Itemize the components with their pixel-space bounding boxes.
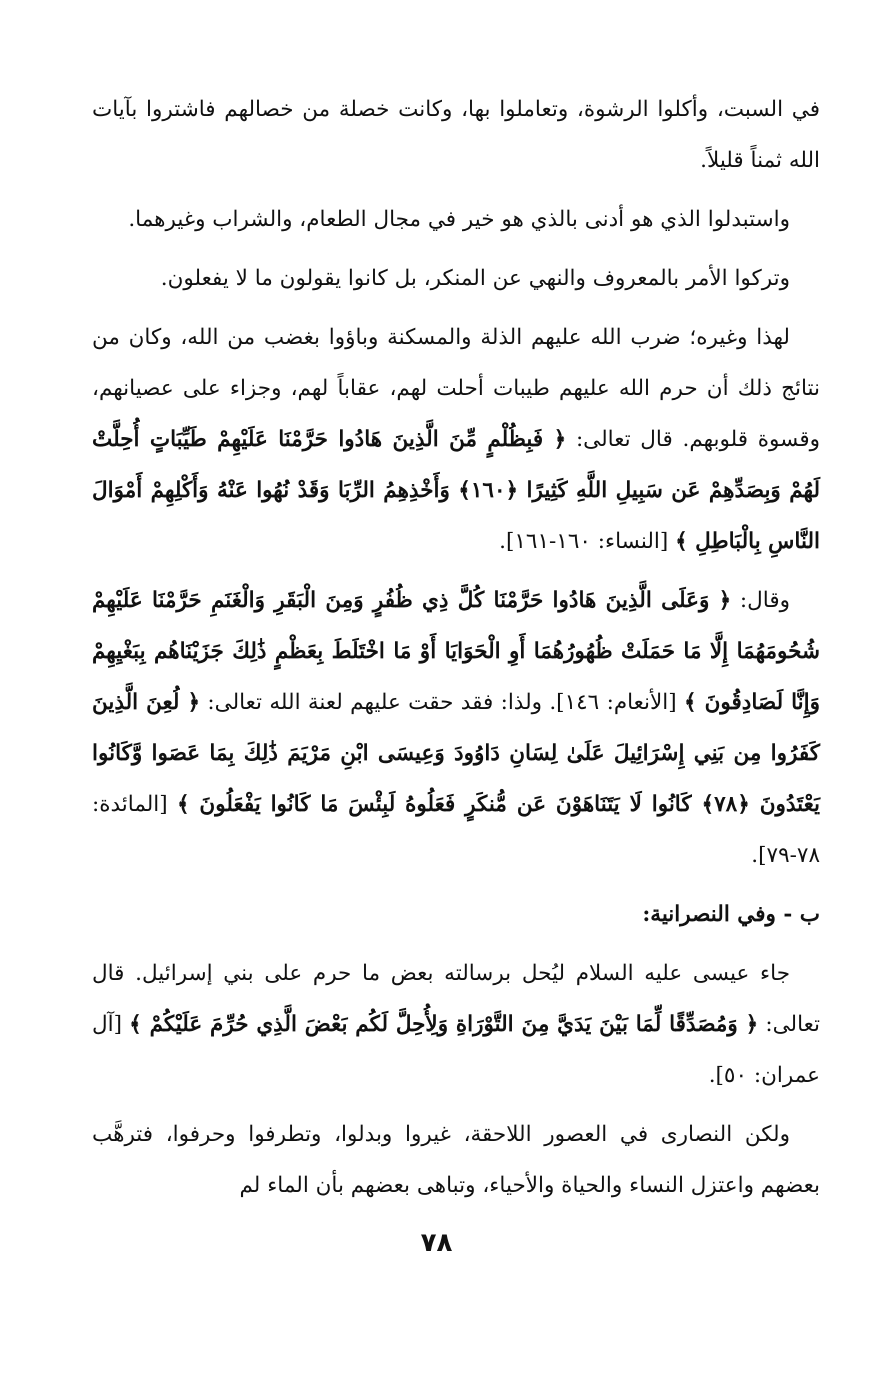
page-number: ٧٨ xyxy=(420,1228,453,1258)
citation-anam: [الأنعام: ١٤٦]. ولذا: فقد حقت عليهم لعنة الله تعالى: xyxy=(207,690,677,715)
paragraph-3: وتركوا الأمر بالمعروف والنهي عن المنكر، بل كانوا يقولون ما لا يفعلون. xyxy=(160,266,790,291)
quran-verse-nisa: ﴿ فَبِظُلْمٍ مِّنَ الَّذِينَ هَادُوا حَرَّمْنَا عَلَيْهِمْ طَيِّبَاتٍ أُحِلَّتْ لَهُمْ وَبِصَدِّهِمْ عَن سَبِيلِ اللَّهِ كَثِيرًا ﴿١٦٠﴾ وَأَخْذِهِمُ الرِّبَا وَقَدْ نُهُوا عَنْهُ وَأَكْلِهِمْ أَمْوَالَ النَّاسِ بِالْبَاطِلِ ﴾ xyxy=(92,427,820,554)
paragraph-7: ولكن النصارى في العصور اللاحقة، غيروا وبدلوا، وتطرفوا وحرفوا، فترهَّب بعضهم واعتزل النساء والحياة والأحياء، وتباهى بعضهم بأن الماء لم xyxy=(92,1122,820,1198)
paragraph-2: واستبدلوا الذي هو أدنى بالذي هو خير في مجال الطعام، والشراب وغيرهما. xyxy=(128,207,790,232)
quran-verse-anam: ﴿ وَعَلَى الَّذِينَ هَادُوا حَرَّمْنَا كُلَّ ذِي ظُفُرٍ وَمِنَ الْبَقَرِ وَالْغَنَمِ حَرَّمْنَا عَلَيْهِمْ شُحُومَهُمَا إِلَّا مَا حَمَلَتْ ظُهُورُهُمَا أَوِ الْحَوَايَا أَوْ مَا اخْتَلَطَ بِعَظْمٍ ذَٰلِكَ جَزَيْنَاهُم بِبَغْيِهِمْ وَإِنَّا لَصَادِقُونَ ﴾ xyxy=(92,588,821,715)
paragraph-6-text: جاء عيسى عليه السلام ليُحل برسالته بعض ما حرم على بني إسرائيل. قال تعالى: xyxy=(92,961,820,1037)
quran-verse-imran: ﴿ وَمُصَدِّقًا لِّمَا بَيْنَ يَدَيَّ مِنَ التَّوْرَاةِ وَلِأُحِلَّ لَكُم بَعْضَ الَّذِي حُرِّمَ عَلَيْكُمْ ﴾ xyxy=(129,1012,759,1037)
citation-imran: [آل عمران: ٥٠]. xyxy=(92,1012,820,1088)
section-heading: ب - وفي النصرانية: xyxy=(642,902,820,927)
citation-nisa: [النساء: ١٦٠-١٦١]. xyxy=(499,529,669,554)
paragraph-5 xyxy=(92,575,820,881)
paragraph-6 xyxy=(92,948,820,1101)
paragraph-4-text: لهذا وغيره؛ ضرب الله عليهم الذلة والمسكنة وباؤوا بغضب من الله، وكان من نتائج ذلك أن حرم الله عليهم طيبات أحلت لهم، عقاباً لهم، وجزاء على عصيانهم، وقسوة قلوبهم. قال تعالى: xyxy=(92,325,820,452)
citation-maidah: [المائدة: ٧٨-٧٩]. xyxy=(92,792,820,868)
paragraph-1: في السبت، وأكلوا الرشوة، وتعاملوا بها، وكانت خصلة من خصالهم فاشتروا بآيات الله ثمناً قليلاً. xyxy=(92,97,820,173)
page-body xyxy=(92,84,820,1219)
paragraph-5-intro: وقال: xyxy=(739,588,790,613)
paragraph-4 xyxy=(92,312,820,567)
quran-verse-maidah: ﴿ لُعِنَ الَّذِينَ كَفَرُوا مِن بَنِي إِسْرَائِيلَ عَلَىٰ لِسَانِ دَاوُودَ وَعِيسَى ابْنِ مَرْيَمَ ذَٰلِكَ بِمَا عَصَوا وَّكَانُوا يَعْتَدُونَ ﴿٧٨﴾ كَانُوا لَا يَتَنَاهَوْنَ عَن مُّنكَرٍ فَعَلُوهُ لَبِئْسَ مَا كَانُوا يَفْعَلُونَ ﴾ xyxy=(92,690,821,817)
